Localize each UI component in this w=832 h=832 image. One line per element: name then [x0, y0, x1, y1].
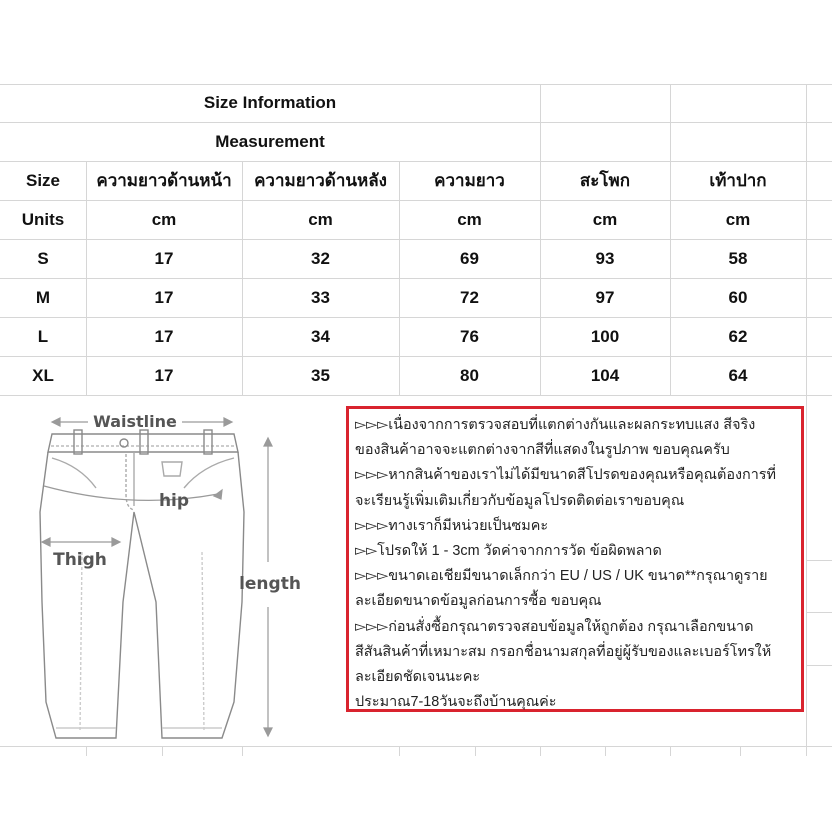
table-cell: 100	[590, 326, 620, 346]
table-cell: 76	[460, 326, 479, 346]
table-cell: 62	[728, 326, 748, 346]
note-line: ละเอียดชัดเจนนะคะ	[355, 669, 481, 686]
grid-line	[540, 746, 541, 756]
table-cell: 17	[154, 365, 174, 385]
arrow-head	[52, 418, 60, 426]
table-subtitle: Measurement	[215, 131, 325, 151]
grid-line	[399, 746, 400, 756]
arrow-head	[264, 438, 272, 446]
grid-line	[162, 746, 163, 756]
table-cell: 72	[460, 287, 479, 307]
table-cell: 17	[154, 287, 174, 307]
thigh-label: Thigh	[53, 550, 107, 570]
size-label: XL	[32, 365, 54, 385]
unit-cell: cm	[308, 209, 333, 229]
table-cell: 69	[460, 248, 479, 268]
arrow-head	[112, 538, 120, 546]
table-cell: 32	[311, 248, 330, 268]
table-cell: 17	[154, 326, 174, 346]
table-cell: 60	[728, 287, 748, 307]
arrow-head	[224, 418, 232, 426]
grid-line	[0, 395, 832, 396]
header-hip: สะโพก	[579, 171, 631, 190]
note-line: จะเรียนรู้เพิ่มเติมเกี่ยวกับข้อมูลโปรดติดต่อเราขอบคุณ	[355, 492, 685, 509]
note-line: ละเอียดขนาดข้อมูลก่อนการซื้อ ขอบคุณ	[355, 593, 602, 610]
arrow-head	[264, 728, 272, 736]
header-back-rise: ความยาวด้านหลัง	[254, 171, 387, 190]
grid-line	[242, 746, 243, 756]
table-cell: 58	[728, 248, 748, 268]
waistband-outline	[48, 434, 238, 452]
grid-line	[740, 746, 741, 756]
arrow-head	[214, 490, 222, 499]
table-cell: 80	[460, 365, 479, 385]
grid-line	[475, 746, 476, 756]
table-cell: 97	[595, 287, 615, 307]
grid-line	[670, 746, 671, 756]
grid-line	[806, 560, 832, 561]
grid-line	[806, 396, 807, 756]
length-label: length	[239, 574, 301, 594]
units-label: Units	[21, 209, 65, 229]
note-line: ของสินค้าอาจจะแตกต่างจากสีที่แสดงในรูปภาพ ขอบคุณครับ	[355, 442, 730, 459]
size-label: L	[37, 326, 49, 346]
size-label: M	[35, 287, 51, 307]
unit-cell: cm	[457, 209, 482, 229]
note-line: ▻▻โปรดให้ 1 - 3cm วัดค่าจากการวัด ข้อผิดพลาด	[355, 543, 662, 560]
grid-line	[605, 746, 606, 756]
header-front-rise: ความยาวด้านหน้า	[96, 171, 232, 190]
size-label: S	[37, 248, 49, 268]
note-line: ▻▻▻หากสินค้าของเราไม่ได้มีขนาดสีโปรดของคุณหรือคุณต้องการที่	[355, 467, 777, 484]
hip-label: hip	[158, 491, 190, 511]
arrow-head	[42, 538, 50, 546]
grid-line	[86, 746, 87, 756]
waistline-label: Waistline	[93, 412, 177, 431]
note-line: สีสันสินค้าที่เหมาะสม กรอกชื่อนามสกุลที่อยู่ผู้รับของและเบอร์โทรให้	[355, 643, 772, 660]
table-cell: 33	[311, 287, 330, 307]
table-cell: 17	[154, 248, 174, 268]
note-line: ประมาณ7-18วันจะถึงบ้านคุณค่ะ	[355, 694, 557, 711]
note-line: ▻▻▻ก่อนสั่งซื้อกรุณาตรวจสอบข้อมูลให้ถูกต้อง กรุณาเลือกขนาด	[355, 618, 754, 635]
table-cell: 35	[311, 365, 330, 385]
note-line: ▻▻▻เนื่องจากการตรวจสอบที่แตกต่างกันและผลกระทบแสง สีจริง	[355, 417, 756, 433]
table-cell: 34	[311, 326, 330, 346]
header-leg-opening: เท้าปาก	[709, 171, 767, 190]
notes-box	[346, 406, 804, 712]
grid-line	[806, 84, 807, 396]
table-cell: 64	[728, 365, 748, 385]
grid-line	[806, 665, 832, 666]
pants-measurement-diagram	[22, 402, 322, 747]
note-line: ▻▻▻ทางเราก็มีหน่วยเป็นซมคะ	[355, 517, 549, 534]
unit-cell: cm	[151, 209, 177, 229]
unit-cell: cm	[592, 209, 618, 229]
header-size: Size	[25, 170, 61, 190]
unit-cell: cm	[725, 209, 751, 229]
grid-line	[806, 612, 832, 613]
table-cell: 104	[590, 365, 620, 385]
note-line: ▻▻▻ขนาดเอเชียมีขนาดเล็กกว่า EU / US / UK ขนาด**กรุณาดูราย	[355, 568, 768, 585]
table-cell: 93	[595, 248, 615, 268]
header-length: ความยาว	[434, 171, 505, 190]
table-title: Size Information	[203, 93, 337, 112]
